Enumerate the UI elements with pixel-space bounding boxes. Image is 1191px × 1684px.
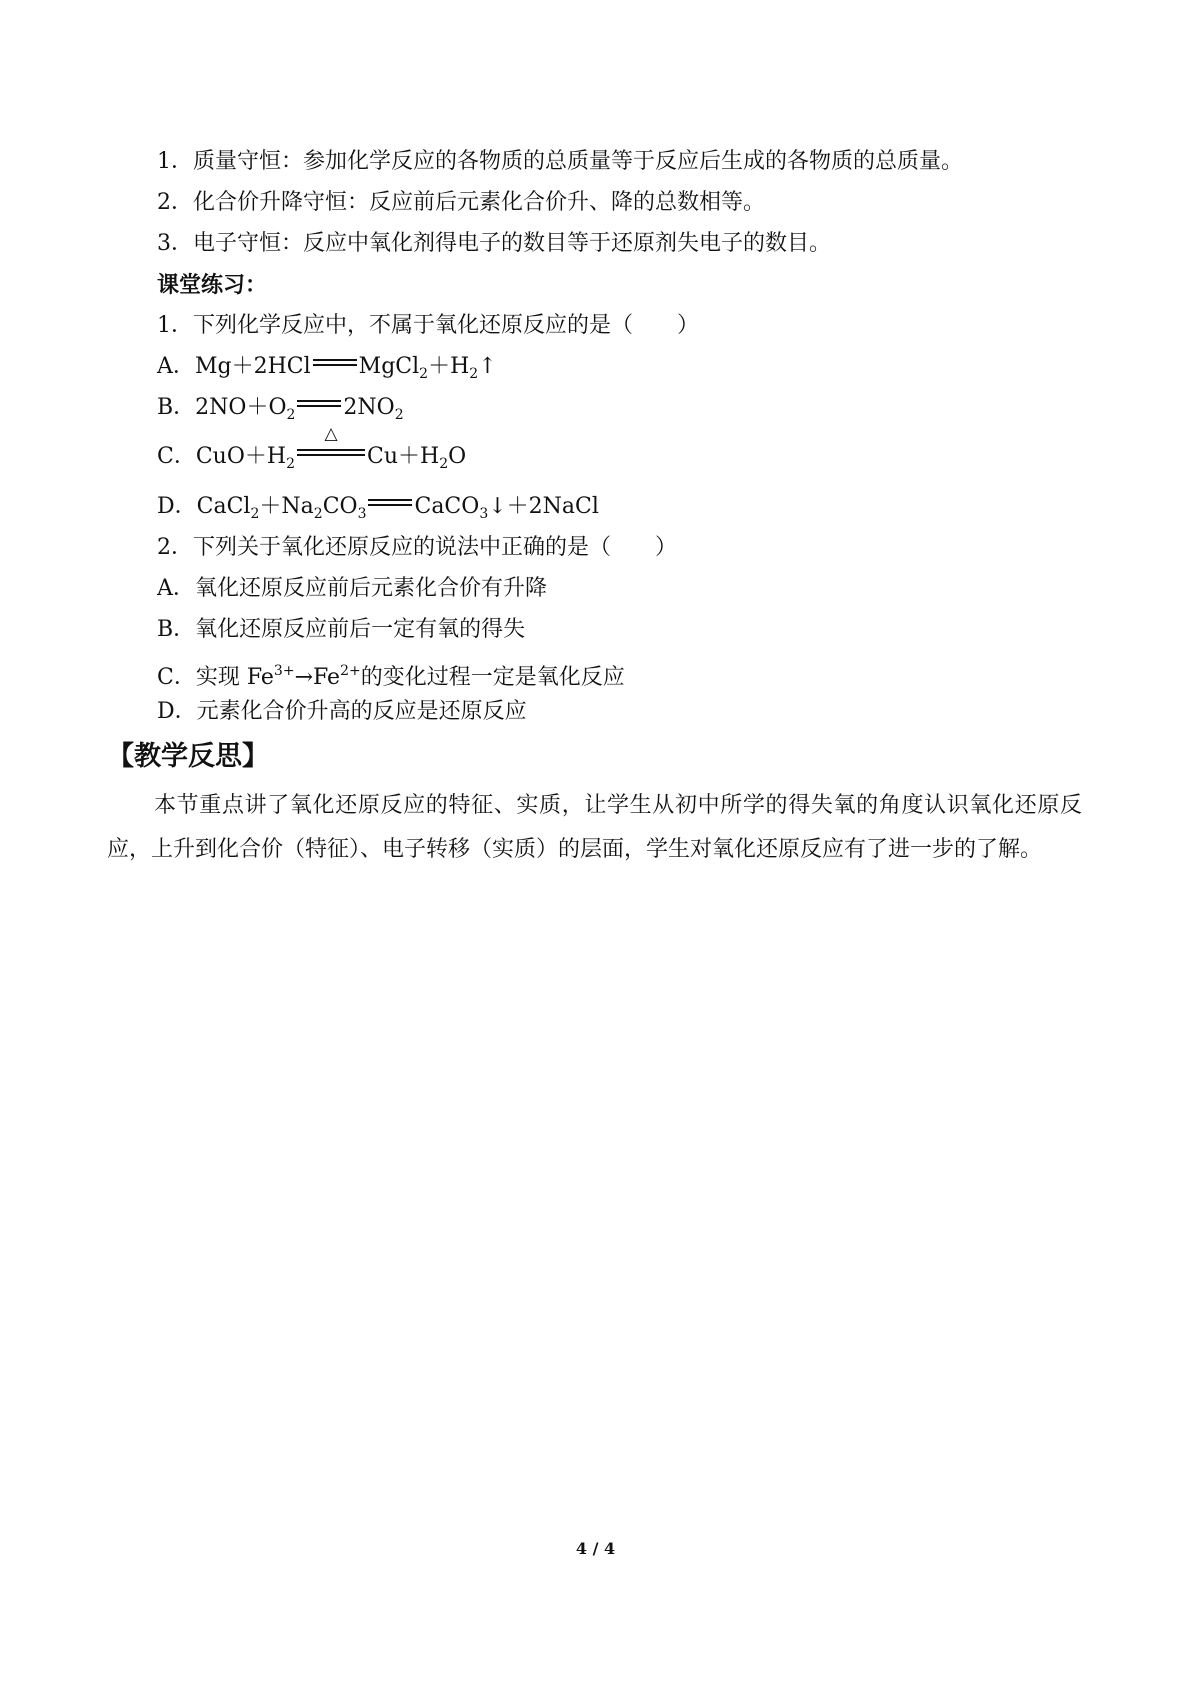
heating-condition: △ xyxy=(324,424,338,444)
question-2-option-c xyxy=(157,656,625,693)
item-number: 1． xyxy=(157,149,193,174)
charge-superscript: 2+ xyxy=(340,663,361,679)
item-number: 3． xyxy=(157,231,193,256)
charge-superscript: 3+ xyxy=(273,663,295,679)
reflection-paragraph: 本节重点讲了氧化还原反应的特征、实质，让学生从初中所学的得失氧的角度认识氧化还原反应，上升到化合价（特征）、电子转移（实质）的层面，学生对氧化还原反应有了进一步的了解。 xyxy=(107,793,1082,862)
option-label: C． xyxy=(157,444,196,469)
conservation-item-1 xyxy=(157,147,963,177)
question-2-option-b xyxy=(157,615,525,645)
question-2-stem: 2．下列关于氧化还原反应的说法中正确的是（ ） xyxy=(157,535,677,560)
option-label: B． xyxy=(157,395,196,420)
option-text: 元素化合价升高的反应是还原反应 xyxy=(196,699,527,724)
option-label: A． xyxy=(157,576,195,601)
option-text: →Fe xyxy=(294,665,341,690)
equals-sign xyxy=(368,499,412,509)
option-text: 氧化还原反应前后一定有氧的得失 xyxy=(195,617,526,642)
item-text: 质量守恒：参加化学反应的各物质的总质量等于反应后生成的各物质的总质量。 xyxy=(193,149,964,174)
option-label: A． xyxy=(157,354,195,379)
reflection-heading: 【教学反思】 xyxy=(107,741,269,772)
option-label: D． xyxy=(157,494,197,519)
option-text: 的变化过程一定是氧化反应 xyxy=(360,665,625,690)
conservation-item-2 xyxy=(157,188,765,218)
item-text: 电子守恒：反应中氧化剂得电子的数目等于还原剂失电子的数目。 xyxy=(193,231,832,256)
option-text: 实现 Fe xyxy=(195,665,274,690)
heating-equals-sign xyxy=(297,424,365,459)
equals-sign xyxy=(297,400,341,410)
question-1-option-b: B．$2NO+O_2$ $2NO_2$ xyxy=(157,395,404,423)
question-1-option-a: A．Mg＋2HCl $MgCl_2+H_2↑$ xyxy=(157,354,497,382)
option-text: 氧化还原反应前后元素化合价有升降 xyxy=(195,576,548,601)
conservation-item-3 xyxy=(157,229,831,259)
question-2-option-d xyxy=(157,697,527,727)
question-2-option-a xyxy=(157,574,547,604)
question-1-option-d: D．$CaCl_2+Na_2CO_3$ CaCO$_3$↓＋2NaCl xyxy=(157,494,599,522)
practice-title: 课堂练习： xyxy=(157,272,268,298)
equals-sign xyxy=(313,359,357,369)
option-label: B． xyxy=(157,617,196,642)
option-label: C． xyxy=(157,665,196,690)
question-1-option-c: C．$CuO+H_2$ △ $Cu+H_2O$ xyxy=(157,424,467,472)
page-number: 4 / 4 xyxy=(575,1539,616,1558)
question-1-stem: 1．下列化学反应中，不属于氧化还原反应的是（ ） xyxy=(157,313,699,338)
item-text: 化合价升降守恒：反应前后元素化合价升、降的总数相等。 xyxy=(193,190,766,215)
item-number: 2． xyxy=(157,190,193,215)
option-label: D． xyxy=(157,699,197,724)
